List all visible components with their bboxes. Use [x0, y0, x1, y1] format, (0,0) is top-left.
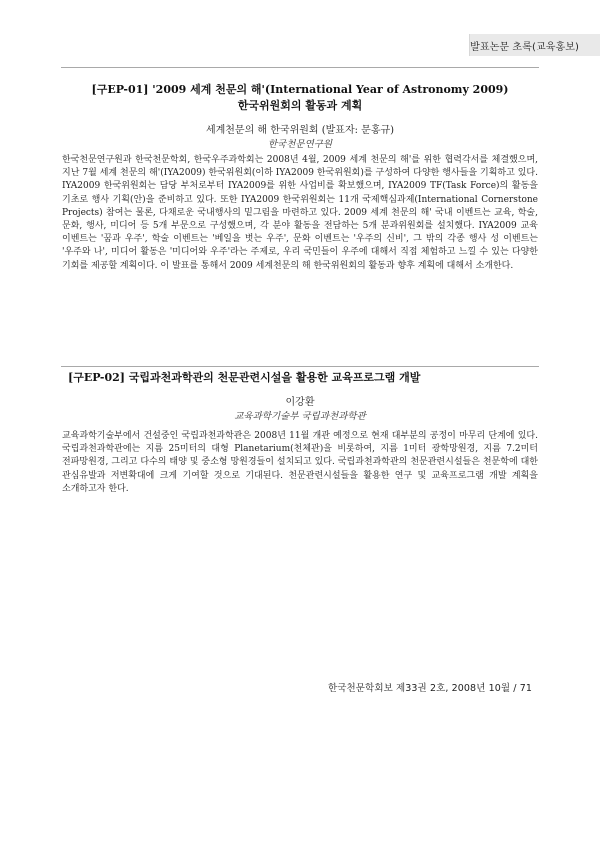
section-header-label: 발표논문 초록(교육홍보)	[470, 42, 579, 53]
paper-2-title: [구EP-02] 국립과천과학관의 천문관련시설을 활용한 교육프로그램 개발	[68, 371, 421, 384]
paper-1-affiliation: 한국천문연구원	[267, 139, 333, 150]
paper-2-affiliation: 교육과학기술부 국립과천과학관	[234, 411, 366, 422]
top-divider	[61, 67, 539, 68]
paper-1-author: 세계천문의 해 한국위원회 (발표자: 문홍규)	[205, 125, 395, 136]
middle-divider	[61, 366, 539, 367]
paper-1-title-line1: [구EP-01] '2009 세계 천문의 해'(International Year of Astronomy 2009)	[91, 83, 509, 96]
paper-2-author: 이강환	[285, 397, 315, 408]
paper-1-abstract: 한국천문연구원과 한국천문학회, 한국우주과학회는 2008년 4월, 2009 세계 천문의 해'를 위한 협력각서를 체결했으며, 지난 7월 세계 천문의 해'(IYA2009) 한국위원회(이하 IYA2009 한국위원회)를 구성하여 다양한 행사들을 기획하고 있다. IYA2009 한국위원회는 담당 부처로부터 IYA2009를 위한 사업비를 확보했으며, IYA2009 TF(Task Force)의 활동을 기초로 행사 기획(안)을 준비하고 있다. 또한 IYA2009 한국위원회는 11개 국제핵심과제(International Cornerstone Projects) 참여는 물론, 다채로운 국내행사의 밑그림을 마련하고 있다. 2009 세계 천문의 해' 국내 이벤트는 교육, 학술, 문화, 행사, 미디어 등 5개 부문으로 구성했으며, 각 분야 활동을 전담하는 5개 분과위원회를 설치했다. IYA2009 교육 이벤트는 '꿈과 우주', 학술 이벤트는 '베일을 벗는 우주', 문화 이벤트는 '우주의 신비', 그 밖의 각종 행사 성 이벤트는 '우주와 나', 미디어 활동은 '미디어와 우주'라는 주제로, 우리 국민들이 우주에 대해서 직접 체험하고 느낄 수 있는 다양한 기회를 제공할 계획이다. 이 발표를 통해서 2009 세계천문의 해 한국위원회의 활동과 향후 계획에 대해서 소개한다.	[62, 155, 538, 271]
page-footer-citation: 한국천문학회보 제33권 2호, 2008년 10월 / 71	[327, 683, 532, 694]
paper-2-abstract: 교육과학기술부에서 건설중인 국립과천과학관은 2008년 11월 개관 예정으로 현재 대부분의 공정이 마무리 단계에 있다. 국립과천과학관에는 지름 25미터의 대형 Planetarium(천체관)을 비롯하여, 지름 1미터 광학망원경, 지름 7.2미터 전파망원경, 그리고 다수의 태양 및 중소형 망원경들이 설치되고 있다. 국립과천과학관의 천문관련시설들은 천문학에 대한 관심유발과 저변확대에 크게 기여할 것으로 기대된다. 천문관련시설들을 활용한 연구 및 교육프로그램 개발 계획을 소개하고자 한다.	[62, 431, 538, 494]
paper-1-title-line2: 한국위원회의 활동과 계획	[237, 99, 363, 112]
